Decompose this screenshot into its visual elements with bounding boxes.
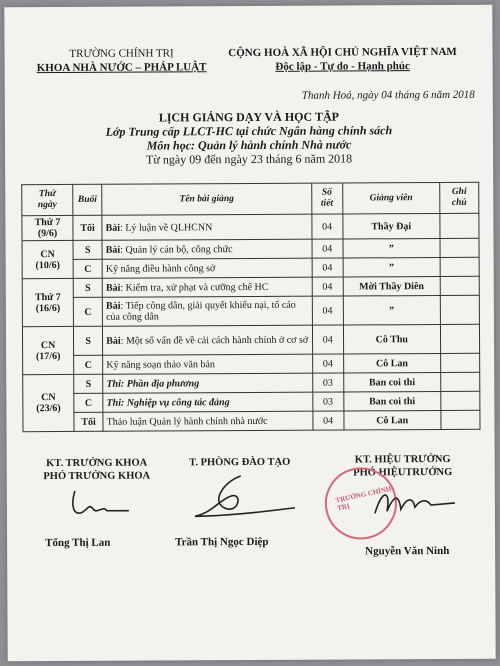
session-cell: S <box>74 374 103 393</box>
note-cell <box>440 295 479 324</box>
session-cell: Tối <box>73 215 102 240</box>
day-cell: Thứ 7 (16/6) <box>22 278 73 326</box>
day-cell: Thứ 7 (9/6) <box>22 215 73 240</box>
note-cell <box>440 238 479 257</box>
table-row <box>23 391 480 412</box>
date-range: Từ ngày 09 đến ngày 23 tháng 6 năm 2018 <box>145 151 353 167</box>
periods-cell: 04 <box>312 296 343 325</box>
mid-signatory-name: Trần Thị Ngọc Diệp <box>175 535 269 549</box>
teacher-cell: ” <box>343 239 440 259</box>
teacher-cell: Cô Lan <box>344 411 441 431</box>
periods-cell: 04 <box>312 239 343 258</box>
table-row <box>23 353 480 374</box>
lecture-cell: Thi: Nghiệp vụ công tác đảng <box>103 392 313 412</box>
periods-cell: 04 <box>312 258 343 277</box>
session-cell: Tối <box>74 412 103 431</box>
right-signatory-title: KT. HIỆU TRƯỞNG PHÓ HIỆUTRƯỞNG <box>353 453 453 479</box>
note-cell <box>441 391 480 410</box>
periods-cell: 03 <box>312 373 343 392</box>
document-title: LỊCH GIẢNG DẠY VÀ HỌC TẬP <box>158 109 339 125</box>
lecture-cell: Bài: Tiếp công dân, giải quyết khiếu nại, tố cáo của công dân <box>102 296 312 326</box>
teacher-cell: Ban coi thi <box>343 373 440 393</box>
left-signature-mark <box>67 485 137 525</box>
table-header-row <box>22 182 479 215</box>
teacher-cell: ” <box>343 296 440 326</box>
note-cell <box>441 410 480 429</box>
periods-cell: 04 <box>312 354 343 373</box>
col-header-teacher: Giảng viên <box>342 183 439 215</box>
nation-name: CỘNG HOÀ XÃ HỘI CHỦ NGHĨA VIỆT NAM <box>228 45 457 60</box>
table-row <box>22 295 479 326</box>
lecture-cell: Kỹ năng điều hành công sở <box>102 258 312 278</box>
table-row <box>22 324 479 355</box>
left-signatory-name: Tống Thị Lan <box>45 536 111 550</box>
teacher-cell: Cô Lan <box>343 354 440 374</box>
document-titles <box>25 109 473 167</box>
note-cell <box>440 276 479 295</box>
table-row <box>23 410 480 431</box>
mid-signatory-title: T. PHÒNG ĐÀO TẠO <box>189 456 291 469</box>
col-header-lecture: Tên bài giảng <box>102 183 312 215</box>
subject-name: Môn học: Quản lý hành chính Nhà nước <box>146 137 352 153</box>
lecture-cell: Bài: Một số vấn đề về cải cách hành chính ở cơ sở <box>103 325 313 355</box>
day-cell: CN (17/6) <box>22 326 73 374</box>
issuing-organization <box>37 46 207 75</box>
right-signature-mark <box>369 483 459 523</box>
col-header-periods: Số tiết <box>311 183 342 214</box>
teacher-cell: Cô Thu <box>343 325 440 355</box>
session-cell: S <box>73 240 102 259</box>
periods-cell: 04 <box>313 411 344 430</box>
note-cell <box>440 324 479 353</box>
lecture-cell: Bài: Quản lý cán bộ, công chức <box>102 239 312 259</box>
teacher-cell: ” <box>343 258 440 278</box>
day-cell: CN (23/6) <box>23 374 74 431</box>
session-cell: S <box>73 278 102 297</box>
department-name: KHOA NHÀ NƯỚC – PHÁP LUẬT <box>36 61 207 75</box>
periods-cell: 04 <box>312 277 343 296</box>
table-row <box>22 257 479 278</box>
stamp-text: TRƯỜNG CHÍNH TRỊ <box>334 484 393 513</box>
org-name: TRƯỜNG CHÍNH TRỊ <box>69 47 174 60</box>
note-cell <box>440 213 479 238</box>
session-cell: C <box>74 393 103 412</box>
session-cell: C <box>73 259 102 278</box>
lecture-cell: Thi: Phần địa phương <box>103 373 313 393</box>
session-cell: C <box>73 297 102 326</box>
teacher-cell: Ban coi thi <box>343 392 440 412</box>
mid-signature-mark <box>183 472 303 533</box>
lecture-cell: Kỹ năng soạn thảo văn bản <box>103 354 313 374</box>
periods-cell: 04 <box>312 214 343 239</box>
left-signatory-title: KT. TRƯỞNG KHOA PHÓ TRƯỞNG KHOA <box>43 457 151 483</box>
session-cell: S <box>74 326 103 355</box>
table-row <box>22 276 479 297</box>
right-signatory-name: Nguyễn Văn Ninh <box>365 544 450 558</box>
teacher-cell: Mời Thầy Diên <box>343 277 440 297</box>
col-header-session: Buổi <box>73 184 102 215</box>
date-line: Thanh Hoá, ngày 04 tháng 6 năm 2018 <box>301 88 475 102</box>
national-header <box>212 45 472 74</box>
lecture-cell: Bài: Lý luận về QLHCNN <box>102 214 312 240</box>
class-name: Lớp Trung cấp LLCT-HC tại chức Ngân hàng chính sách <box>105 123 393 139</box>
lecture-cell: Thảo luận Quản lý hành chính nhà nước <box>103 411 313 431</box>
national-motto: Độc lập - Tự do - Hạnh phúc <box>275 60 410 73</box>
document-page <box>4 5 495 662</box>
note-cell <box>441 353 480 372</box>
table-row <box>22 238 479 259</box>
table-row <box>23 372 480 393</box>
note-cell <box>441 372 480 391</box>
table-row <box>22 213 479 240</box>
note-cell <box>440 257 479 276</box>
session-cell: C <box>74 355 103 374</box>
lecture-cell: Bài: Kiểm tra, xử phạt và cưỡng chế HC <box>102 277 312 297</box>
col-header-day: Thứ ngày <box>22 184 73 215</box>
schedule-table <box>21 182 480 432</box>
col-header-note: Ghi chú <box>440 182 479 213</box>
periods-cell: 03 <box>312 392 343 411</box>
day-cell: CN (10/6) <box>22 240 73 278</box>
periods-cell: 04 <box>312 325 343 354</box>
teacher-cell: Thầy Đại <box>343 214 440 240</box>
